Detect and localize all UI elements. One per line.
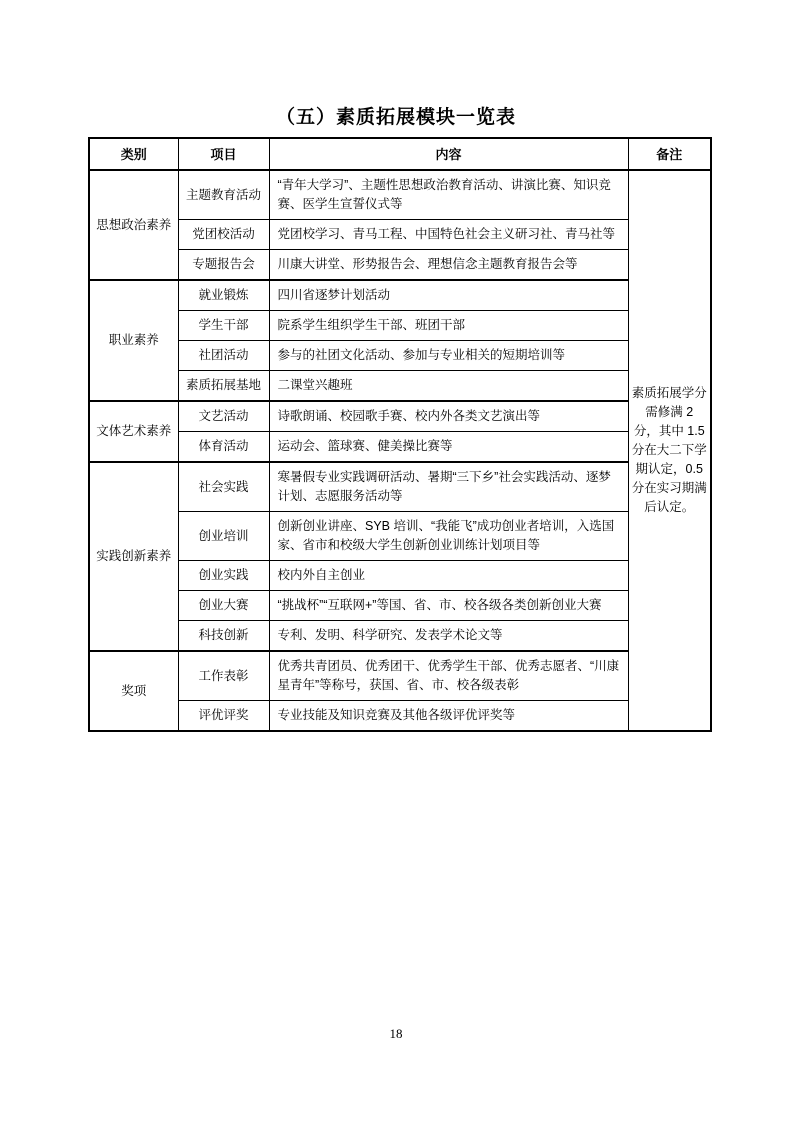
project-cell: 专题报告会	[178, 250, 269, 281]
table-row	[89, 250, 711, 281]
table-row	[89, 170, 711, 220]
quality-development-table	[88, 137, 712, 732]
project-cell: 创业培训	[178, 512, 269, 561]
table-row	[89, 621, 711, 652]
project-cell: 素质拓展基地	[178, 371, 269, 402]
remark-cell: 素质拓展学分需修满 2 分，其中 1.5 分在大二下学期认定，0.5 分在实习期满后认定。	[628, 170, 711, 731]
page-number: 18	[389, 1026, 403, 1041]
project-cell: 主题教育活动	[178, 170, 269, 220]
table-row	[89, 651, 711, 701]
project-cell: 学生干部	[178, 311, 269, 341]
table-row	[89, 591, 711, 621]
category-cell: 职业素养	[89, 280, 178, 401]
table-row	[89, 701, 711, 732]
project-cell: 科技创新	[178, 621, 269, 652]
table-row	[89, 311, 711, 341]
page-title: （五）素质拓展模块一览表	[275, 107, 516, 128]
content-cell: 川康大讲堂、形势报告会、理想信念主题教育报告会等	[269, 250, 628, 281]
table-row	[89, 220, 711, 250]
table-row	[89, 401, 711, 432]
project-cell: 创业实践	[178, 561, 269, 591]
project-cell: 体育活动	[178, 432, 269, 463]
table-row	[89, 280, 711, 311]
category-cell: 思想政治素养	[89, 170, 178, 280]
table-row	[89, 371, 711, 402]
content-cell: 诗歌朗诵、校园歌手赛、校内外各类文艺演出等	[269, 401, 628, 432]
category-cell: 实践创新素养	[89, 462, 178, 651]
table-row	[89, 561, 711, 591]
content-cell: 二课堂兴趣班	[269, 371, 628, 402]
content-cell: 院系学生组织学生干部、班团干部	[269, 311, 628, 341]
content-cell: 优秀共青团员、优秀团干、优秀学生干部、优秀志愿者、“川康星青年”等称号，获国、省、市、校各级表彰	[269, 651, 628, 701]
project-cell: 社会实践	[178, 462, 269, 512]
project-cell: 评优评奖	[178, 701, 269, 732]
project-cell: 就业锻炼	[178, 280, 269, 311]
project-cell: 创业大赛	[178, 591, 269, 621]
content-cell: 党团校学习、青马工程、中国特色社会主义研习社、青马社等	[269, 220, 628, 250]
header-row	[89, 138, 711, 170]
category-cell: 奖项	[89, 651, 178, 731]
content-cell: 四川省逐梦计划活动	[269, 280, 628, 311]
content-cell: 寒暑假专业实践调研活动、暑期“三下乡”社会实践活动、逐梦计划、志愿服务活动等	[269, 462, 628, 512]
content-cell: 参与的社团文化活动、参加与专业相关的短期培训等	[269, 341, 628, 371]
table-row	[89, 432, 711, 463]
header-category: 类别	[89, 138, 178, 170]
project-cell: 文艺活动	[178, 401, 269, 432]
table-row	[89, 462, 711, 512]
table-body	[89, 170, 711, 731]
content-cell: 校内外自主创业	[269, 561, 628, 591]
content-cell: “青年大学习”、主题性思想政治教育活动、讲演比赛、知识竞赛、医学生宣誓仪式等	[269, 170, 628, 220]
header-remark: 备注	[628, 138, 711, 170]
table-row	[89, 512, 711, 561]
project-cell: 社团活动	[178, 341, 269, 371]
content-cell: “挑战杯”“互联网+”等国、省、市、校各级各类创新创业大赛	[269, 591, 628, 621]
table-header	[89, 138, 711, 170]
project-cell: 党团校活动	[178, 220, 269, 250]
category-cell: 文体艺术素养	[89, 401, 178, 462]
content-cell: 运动会、篮球赛、健美操比赛等	[269, 432, 628, 463]
header-content: 内容	[269, 138, 628, 170]
project-cell: 工作表彰	[178, 651, 269, 701]
content-cell: 专业技能及知识竞赛及其他各级评优评奖等	[269, 701, 628, 732]
content-cell: 创新创业讲座、SYB 培训、“我能飞”成功创业者培训，入选国家、省市和校级大学生创新创业训练计划项目等	[269, 512, 628, 561]
table-row	[89, 341, 711, 371]
header-project: 项目	[178, 138, 269, 170]
content-cell: 专利、发明、科学研究、发表学术论文等	[269, 621, 628, 652]
